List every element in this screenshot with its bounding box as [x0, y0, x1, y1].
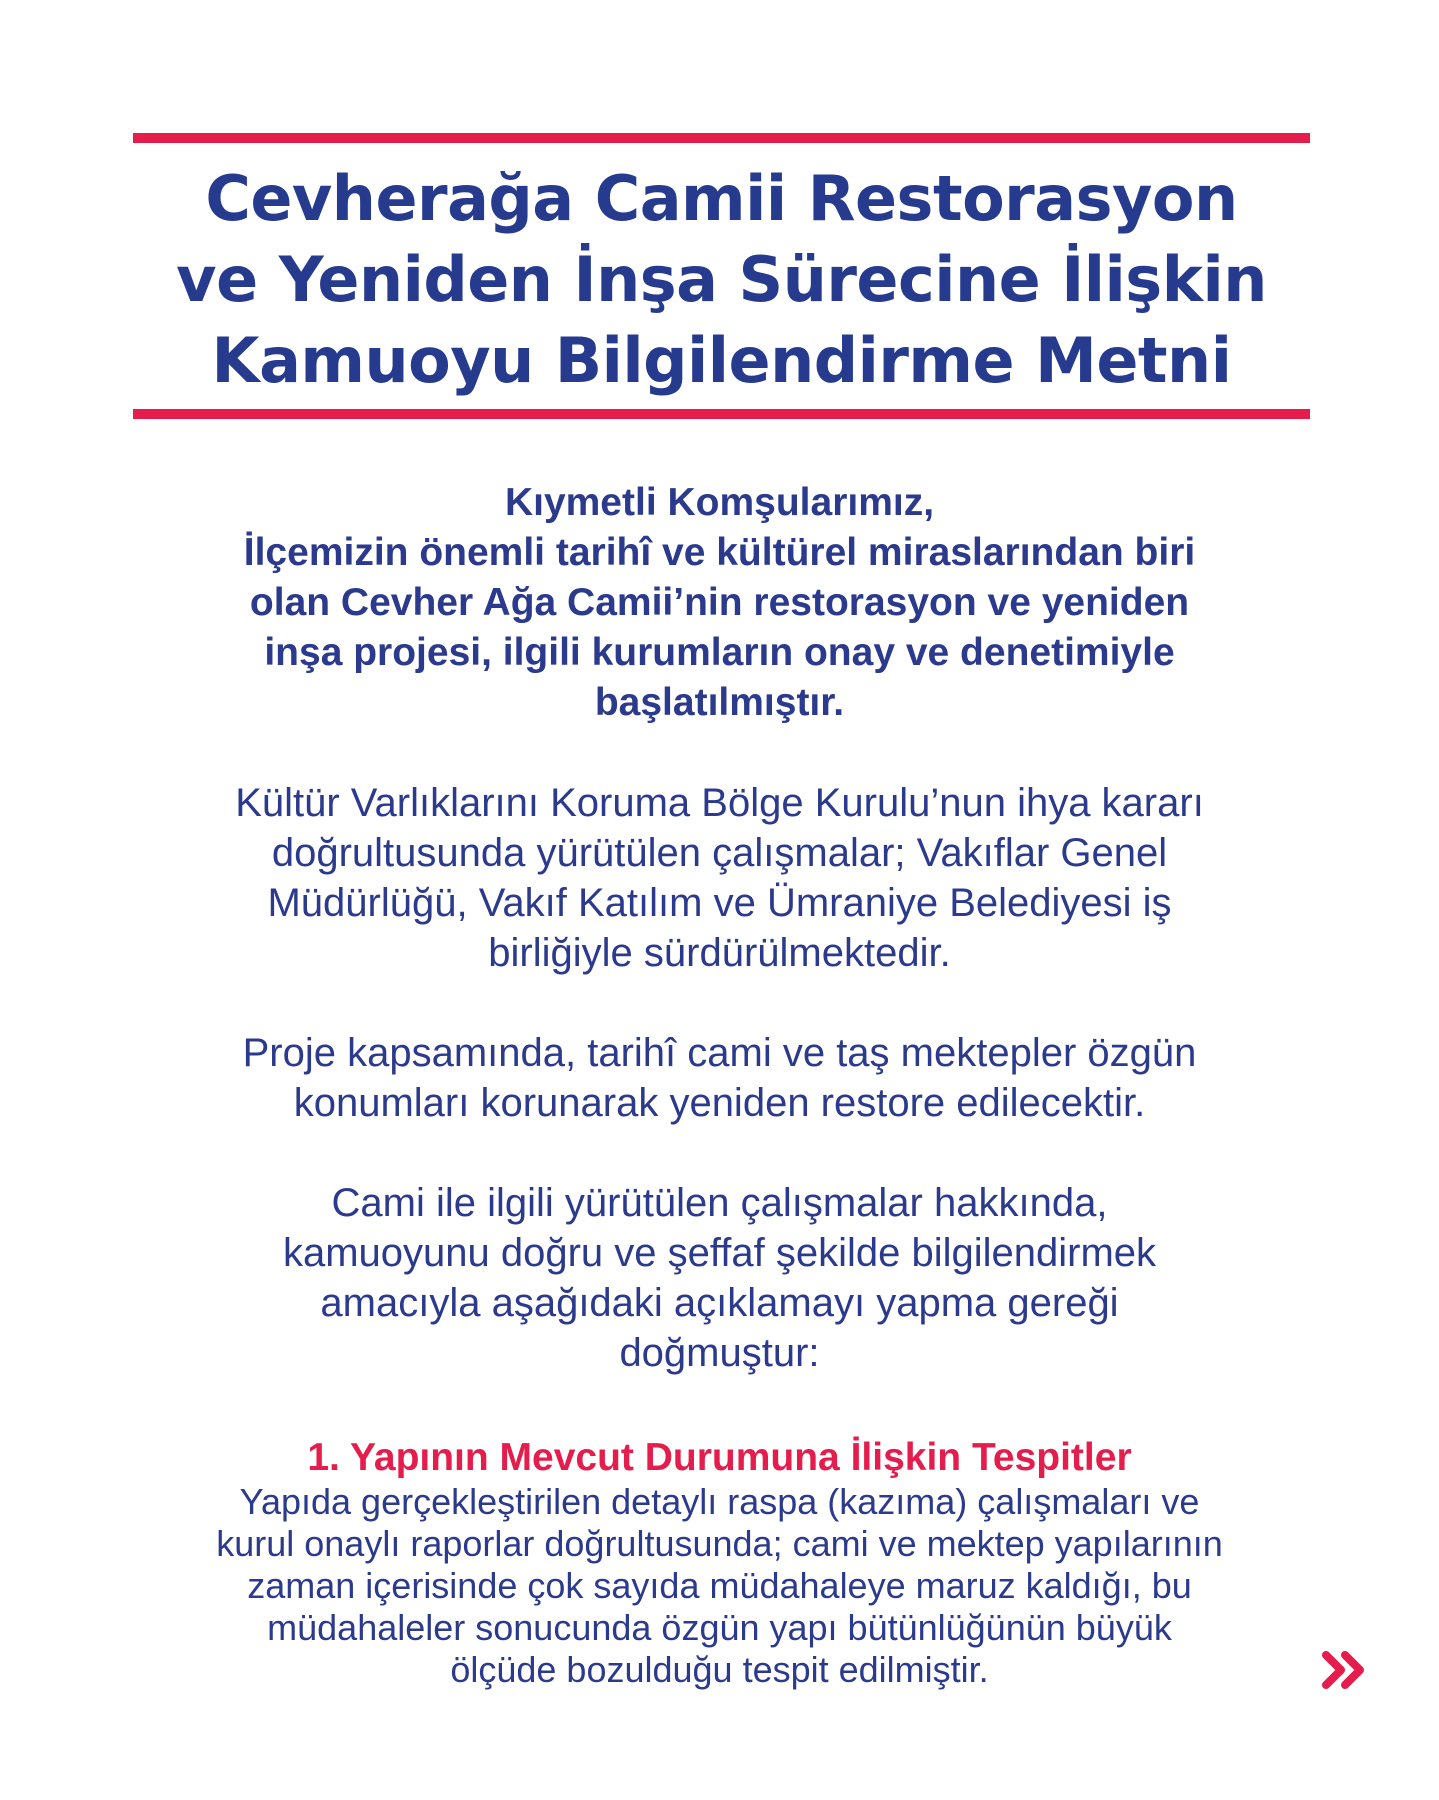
- intro-paragraph: [110, 528, 1329, 728]
- paragraph-line: konumları korunarak yeniden restore edilecektir.: [293, 1081, 1146, 1125]
- greeting: Kıymetli Komşularımız,: [504, 481, 935, 524]
- paragraph-line: Müdürlüğü, Vakıf Katılım ve Ümraniye Belediyesi iş: [267, 881, 1172, 925]
- section-line: kurul onaylı raporlar doğrultusunda; cami ve mektep yapılarının: [216, 1523, 1223, 1564]
- paragraph-line: Cami ile ilgili yürütülen çalışmalar hakkında,: [331, 1181, 1108, 1225]
- section-heading: 1. Yapının Mevcut Durumuna İlişkin Tespitler: [307, 1436, 1132, 1479]
- paragraph-line: doğmuştur:: [619, 1331, 820, 1375]
- title-line: Cevherağa Camii Restorasyon: [205, 162, 1238, 235]
- title-line: ve Yeniden İnşa Sürecine İlişkin: [176, 243, 1267, 316]
- paragraph-line: doğrultusunda yürütülen çalışmalar; Vakıflar Genel: [271, 831, 1168, 875]
- paragraph-line: Kültür Varlıklarını Koruma Bölge Kurulu’nun ihya kararı: [235, 781, 1204, 825]
- top-divider: [133, 133, 1310, 143]
- section-body: [110, 1481, 1329, 1691]
- paragraph-line: birliğiyle sürdürülmektedir.: [488, 931, 951, 975]
- paragraph-line: Proje kapsamında, tarihî cami ve taş mektepler özgün: [242, 1031, 1197, 1075]
- intro-line: olan Cevher Ağa Camii’nin restorasyon ve yeniden: [249, 581, 1190, 624]
- paragraph-public-statement: [110, 1178, 1329, 1378]
- section-line: Yapıda gerçekleştirilen detaylı raspa (kazıma) çalışmaları ve: [239, 1481, 1200, 1522]
- paragraph-project-scope: [110, 1028, 1329, 1128]
- paragraph-council-decision: [110, 778, 1329, 978]
- double-chevron-right-icon[interactable]: [1321, 1650, 1367, 1690]
- intro-line: inşa projesi, ilgili kurumların onay ve denetimiyle: [264, 631, 1175, 674]
- title-line: Kamuoyu Bilgilendirme Metni: [211, 324, 1232, 397]
- page-title: [133, 158, 1310, 401]
- section-line: müdahaleler sonucunda özgün yapı bütünlüğünün büyük: [267, 1607, 1172, 1648]
- section-line: zaman içerisinde çok sayıda müdahaleye maruz kaldığı, bu: [247, 1565, 1192, 1606]
- announcement-body: [110, 478, 1329, 1691]
- section-line: ölçüde bozulduğu tespit edilmiştir.: [450, 1649, 989, 1690]
- bottom-divider: [133, 409, 1310, 419]
- paragraph-line: amacıyla aşağıdaki açıklamayı yapma gereği: [320, 1281, 1119, 1325]
- intro-line: İlçemizin önemli tarihî ve kültürel miraslarından biri: [243, 531, 1196, 574]
- intro-line: başlatılmıştır.: [594, 681, 845, 724]
- paragraph-line: kamuoyunu doğru ve şeffaf şekilde bilgilendirmek: [282, 1231, 1157, 1275]
